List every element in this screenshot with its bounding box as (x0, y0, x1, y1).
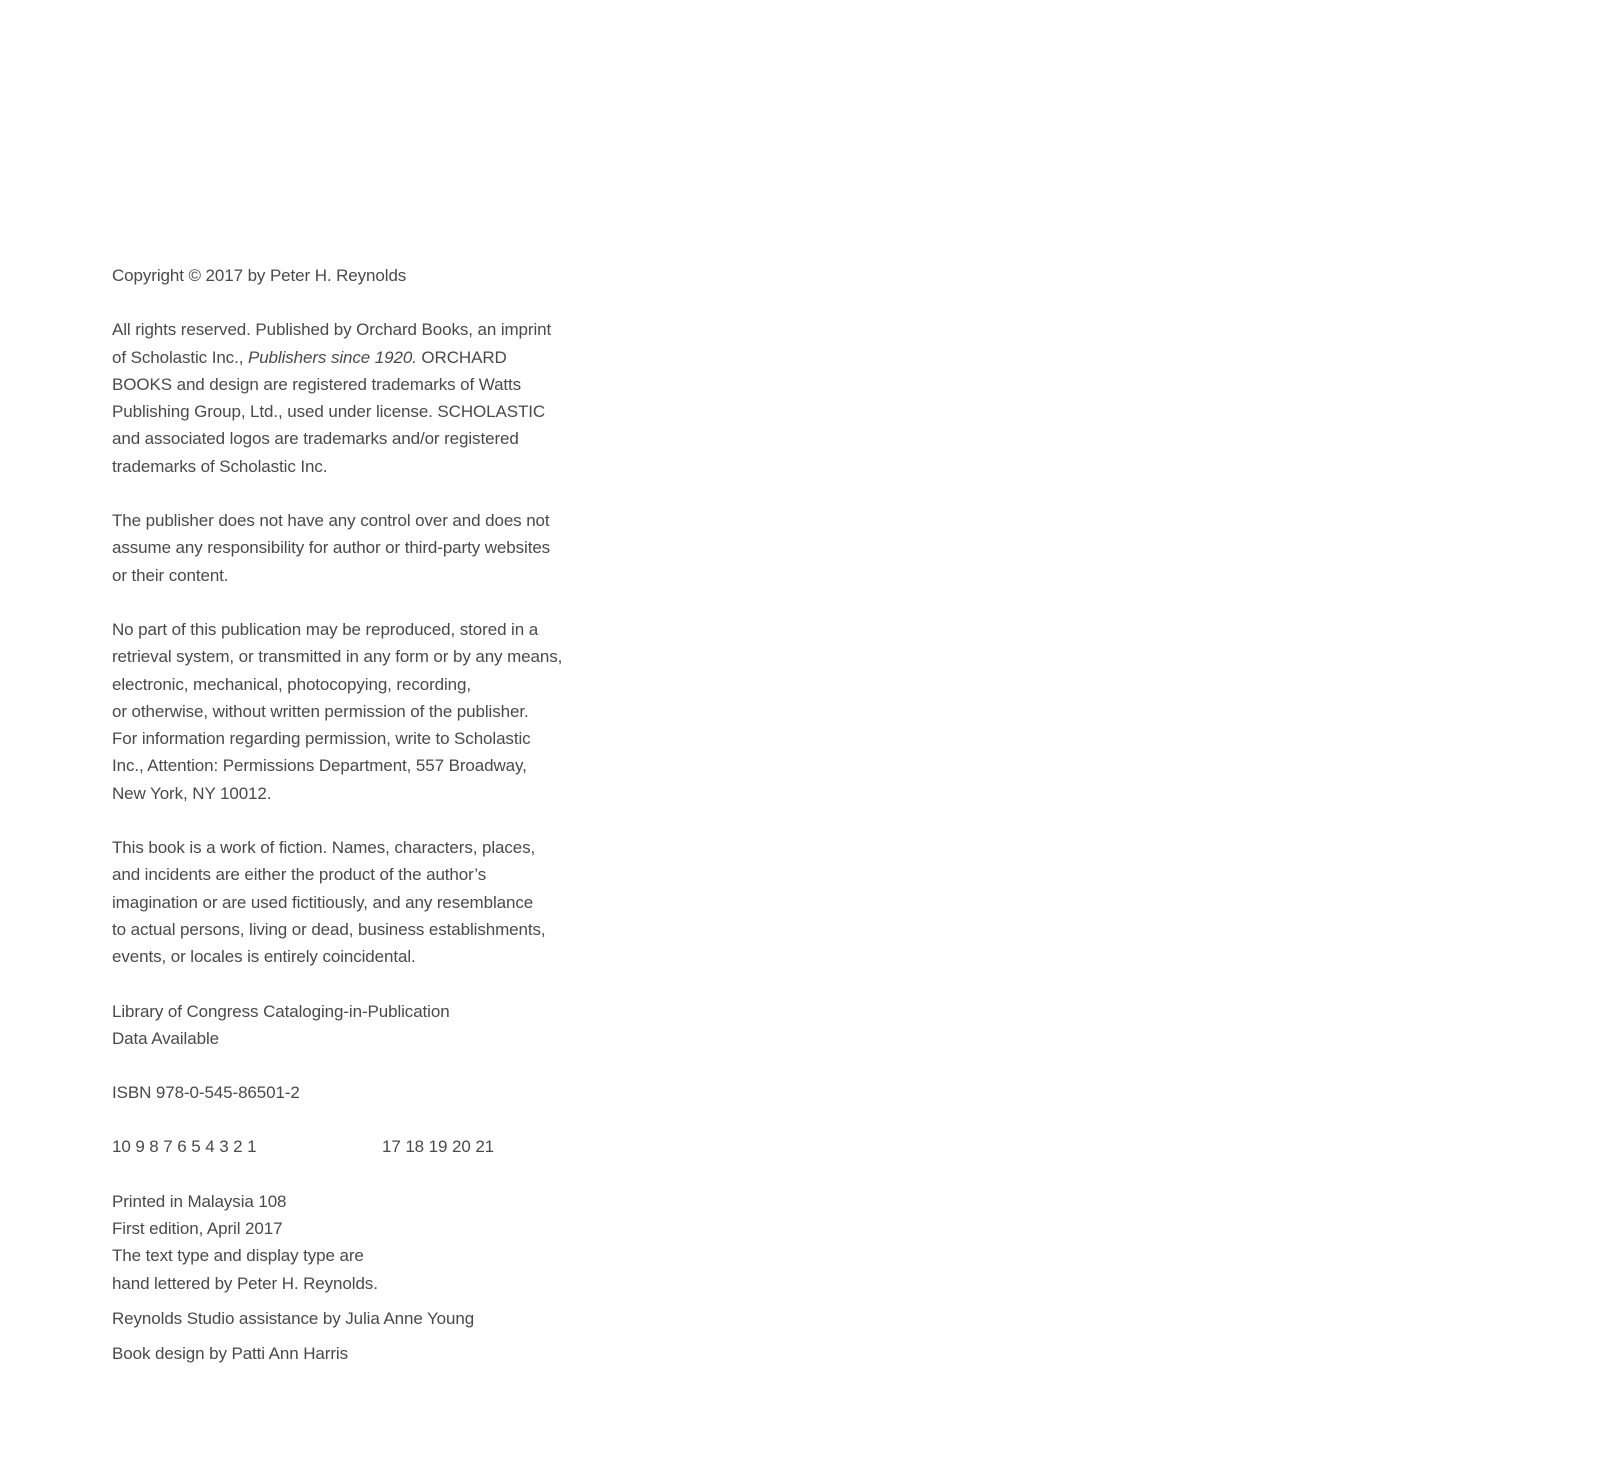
studio-credit-paragraph (112, 1305, 572, 1332)
printing-line: First edition, April 2017 (112, 1219, 283, 1239)
reproduction-line: electronic, mechanical, photocopying, recording, (112, 674, 472, 694)
impression-numbers: 10 9 8 7 6 5 4 3 2 1 (112, 1137, 257, 1157)
publisher-disclaimer-line: The publisher does not have any control over and does not (112, 511, 550, 531)
print-numbers-paragraph (112, 1133, 572, 1160)
reproduction-line: No part of this publication may be reproduced, stored in a (112, 619, 539, 639)
rights-line: BOOKS and design are registered trademarks of Watts (112, 374, 522, 394)
rights-line: All rights reserved. Published by Orchard Books, an imprint (112, 320, 552, 340)
fiction-line: imagination or are used fictitiously, and any resemblance (112, 892, 534, 912)
reproduction-line: or otherwise, without written permission of the publisher. (112, 701, 529, 721)
isbn-paragraph (112, 1079, 572, 1106)
rights-line: trademarks of Scholastic Inc. (112, 456, 328, 476)
copyright-line: Copyright © 2017 by Peter H. Reynolds (112, 266, 407, 285)
design-credit-paragraph (112, 1340, 572, 1367)
rights-line-prefix: of Scholastic Inc., (112, 347, 248, 367)
rights-line: and associated logos are trademarks and/or registered (112, 429, 519, 449)
fiction-line: This book is a work of fiction. Names, characters, places, (112, 838, 536, 858)
publishers-since-italic: Publishers since 1920. (247, 347, 417, 367)
cataloging-line: Library of Congress Cataloging-in-Publication (112, 1001, 450, 1021)
year-numbers: 17 18 19 20 21 (382, 1137, 495, 1157)
cataloging-line: Data Available (112, 1028, 219, 1048)
cataloging-paragraph (112, 998, 572, 1053)
printing-paragraph (112, 1188, 572, 1297)
rights-line: Publishing Group, Ltd., used under license. SCHOLASTIC (112, 402, 546, 422)
fiction-paragraph (112, 834, 572, 970)
reproduction-line: New York, NY 10012. (112, 783, 272, 803)
reproduction-line: retrieval system, or transmitted in any form or by any means, (112, 647, 563, 667)
printing-line: hand lettered by Peter H. Reynolds. (112, 1273, 378, 1293)
printing-line: The text type and display type are (112, 1246, 364, 1266)
rights-line-suffix: ORCHARD (416, 347, 507, 367)
isbn-line: ISBN 978-0-545-86501-2 (112, 1083, 300, 1103)
fiction-line: and incidents are either the product of the author’s (112, 865, 487, 885)
copyright-notice (112, 262, 572, 289)
fiction-line: to actual persons, living or dead, business establishments, (112, 919, 546, 939)
rights-paragraph (112, 316, 572, 480)
print-numbers-line (112, 1133, 572, 1160)
publisher-disclaimer-line: assume any responsibility for author or third-party websites (112, 538, 551, 558)
reproduction-paragraph (112, 616, 572, 807)
fiction-line: events, or locales is entirely coincidental. (112, 947, 416, 967)
copyright-text-block (112, 262, 572, 1376)
publisher-disclaimer-paragraph (112, 507, 572, 589)
reproduction-line: Inc., Attention: Permissions Department, 557 Broadway, (112, 756, 527, 776)
rights-line (112, 344, 572, 371)
printing-line: Printed in Malaysia 108 (112, 1191, 287, 1211)
reproduction-line: For information regarding permission, write to Scholastic (112, 729, 531, 749)
studio-credit-line: Reynolds Studio assistance by Julia Anne Young (112, 1308, 475, 1328)
publisher-disclaimer-line: or their content. (112, 565, 229, 585)
design-credit-line: Book design by Patti Ann Harris (112, 1344, 348, 1364)
